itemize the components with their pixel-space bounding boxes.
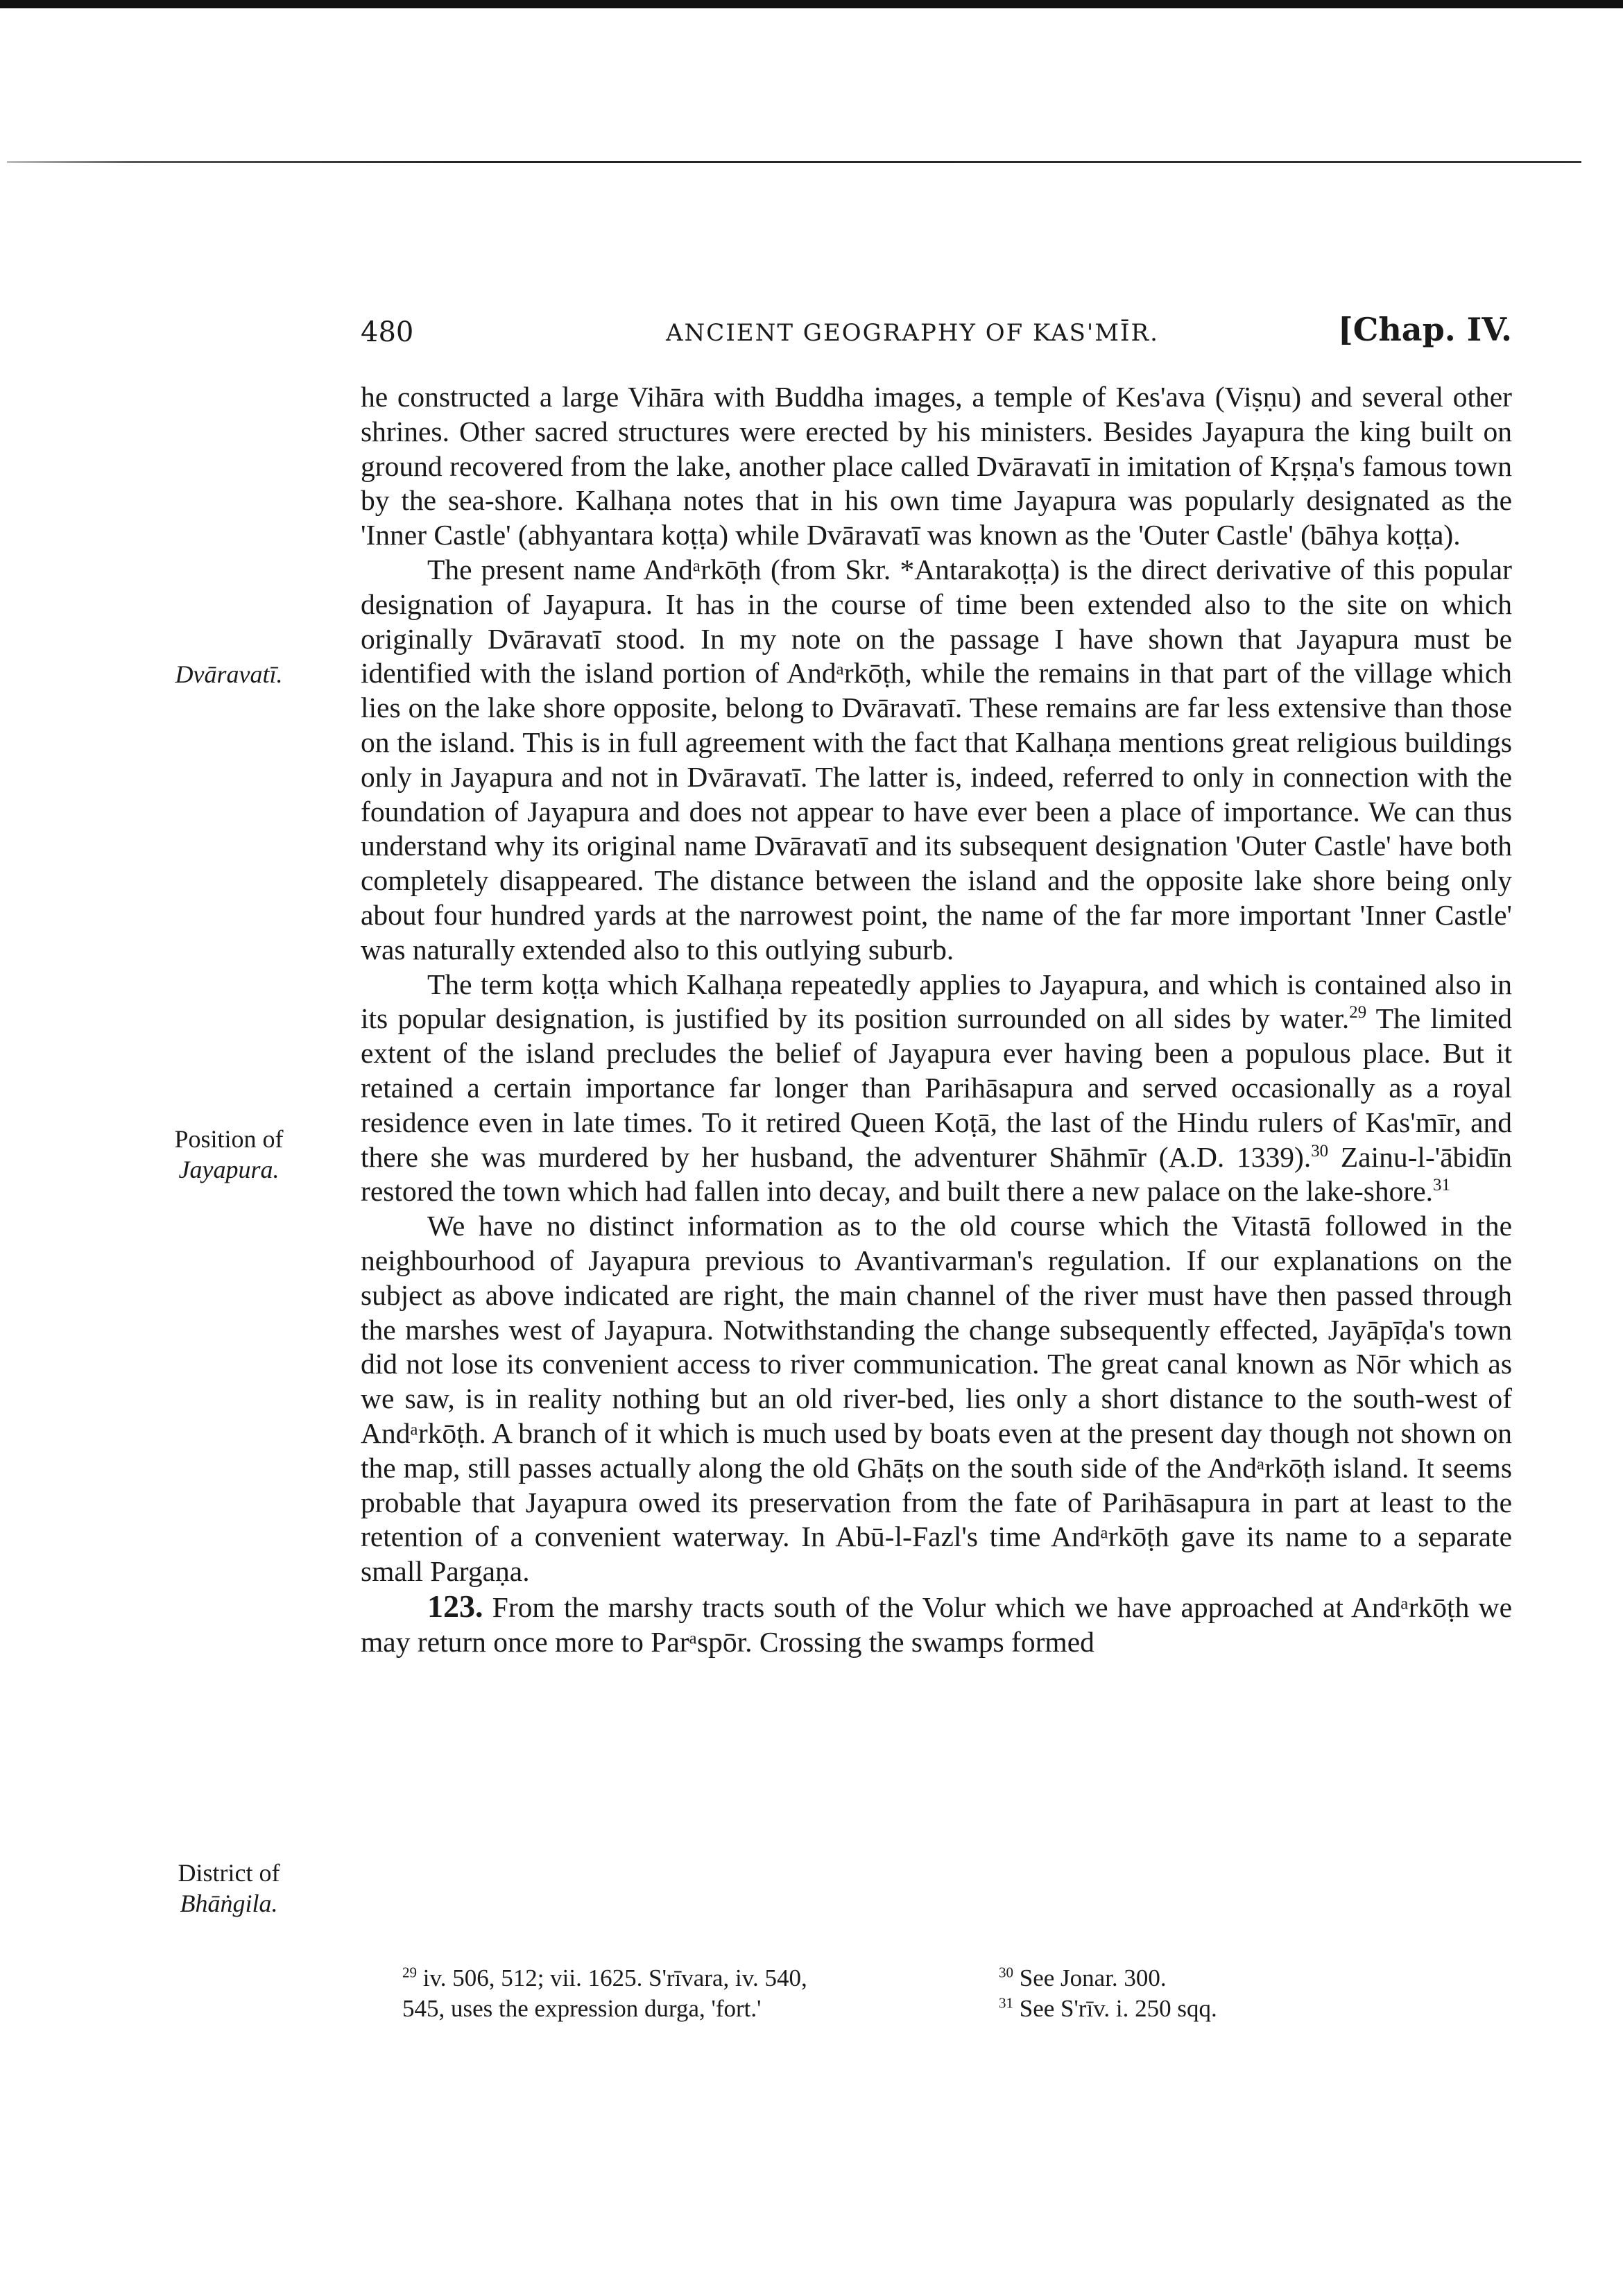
footnote-29: $^{29}$ iv. 506, 512; vii. 1625. S'rīvara, iv. 540, 545, uses the expression durga, 'fort.' xyxy=(402,1964,807,2022)
margin-note-district: District of Bhāṅgila. xyxy=(178,1859,280,1917)
footnote-ref-31: 31 xyxy=(1433,1176,1450,1195)
paragraph-5: 123. From the marshy tracts south of the Volur which we have approached at Andᵃrkōṭh we may return once more to Parᵃspōr. Crossing the swamps formed xyxy=(361,1588,1512,1658)
chapter-label: [Chap. IV. xyxy=(1337,311,1512,348)
margin-note-dvaravati: Dvāravatī. xyxy=(175,660,283,688)
page-number: 480 xyxy=(361,316,414,348)
running-header xyxy=(361,311,1512,359)
paragraph-2: The present name Andᵃrkōṭh (from Skr. *Antarakoṭṭa) is the direct derivative of this popular designation of Jayapura. It has in the course of time been extended also to the site on which originally Dvāravatī stood. In my note on the passage I have shown that Jayapura must be identified with the island portion of Andᵃrkōṭh, while the remains in that part of the village which lies on the lake shore opposite, belong to Dvāravatī. These remains are far less extensive than those on the island. This is in full agreement with the fact that Kalhaṇa mentions great religious buildings only in Jayapura and not in Dvāravatī. The latter is, indeed, referred to only in connection with the foundation of Jayapura and does not appear to have ever been a place of importance. We can thus understand why its original name Dvāravatī and its subsequent designation 'Outer Castle' have both completely disappeared. The distance between the island and the opposite lake shore being only about four hundred yards at the narrowest point, the name of the far more important 'Inner Castle' was naturally extended also to this outlying suburb. xyxy=(361,553,1512,966)
running-title: ANCIENT GEOGRAPHY OF KAS'MĪR. xyxy=(666,319,1159,347)
paragraph-3: The term koṭṭa which Kalhaṇa repeatedly applies to Jayapura, and which is contained also in its popular designation, is justified by its position surrounded on all sides by water.$^{29}$ The limited extent of the island precludes the belief of Jayapura ever having been a populous place. But it retained a certain importance far longer than Parihāsapura and served occasionally as a royal residence even in late times. To it retired Queen Koṭā, the last of the Hindu rulers of Kas'mīr, and there she was murdered by her husband, the adventurer Shāhmīr (A.D. 1339).$^{30}$ Zainu-l-'ābidīn restored the town which had fallen into decay, and built there a new palace on the lake-shore.$^{31}$ xyxy=(361,968,1512,1208)
footnote-ref-29: 29 xyxy=(1349,1003,1367,1022)
footnote-30-31: $^{30}$ See Jonar. 300. $^{31}$ See S'rīv. i. 250 sqq. xyxy=(999,1964,1217,2022)
paragraph-1: he constructed a large Vihāra with Buddha images, a temple of Kes'ava (Viṣṇu) and several other shrines. Other sacred structures were erected by his ministers. Besides Jayapura the king built on ground recovered from the lake, another place called Dvāravatī in imitation of Kṛṣṇa's famous town by the sea-shore. Kalhaṇa notes that in his own time Jayapura was popularly designated as the 'Inner Castle' (abhyantara koṭṭa) while Dvāravatī was known as the 'Outer Castle' (bāhya koṭṭa). xyxy=(361,381,1512,551)
paragraph-4: We have no distinct information as to the old course which the Vitastā followed in the neighbourhood of Jayapura previous to Avantivarman's regulation. If our explanations on the subject as above indicated are right, the main channel of the river must have then passed through the marshes west of Jayapura. Notwithstanding the change subsequently effected, Jayāpīḍa's town did not lose its convenient access to river communication. The great canal known as Nōr which as we saw, is in reality nothing but an old river-bed, lies only a short distance to the south-west of Andᵃrkōṭh. A branch of it which is much used by boats even at the present day though not shown on the map, still passes actually along the old Ghāṭs on the south side of the Andᵃrkōṭh island. It seems probable that Jayapura owed its preservation from the fate of Parihāsapura in part at least to the retention of a convenient waterway. In Abū-l-Fazl's time Andᵃrkōṭh gave its name to a separate small Pargaṇa. xyxy=(361,1210,1512,1588)
margin-note-position: Position of Jayapura. xyxy=(174,1125,284,1183)
footnote-ref-30: 30 xyxy=(1311,1141,1329,1160)
scan-top-border xyxy=(0,0,1623,8)
section-number: 123. xyxy=(427,1588,483,1624)
main-text xyxy=(361,380,1512,1659)
scan-header-rule xyxy=(7,161,1581,163)
